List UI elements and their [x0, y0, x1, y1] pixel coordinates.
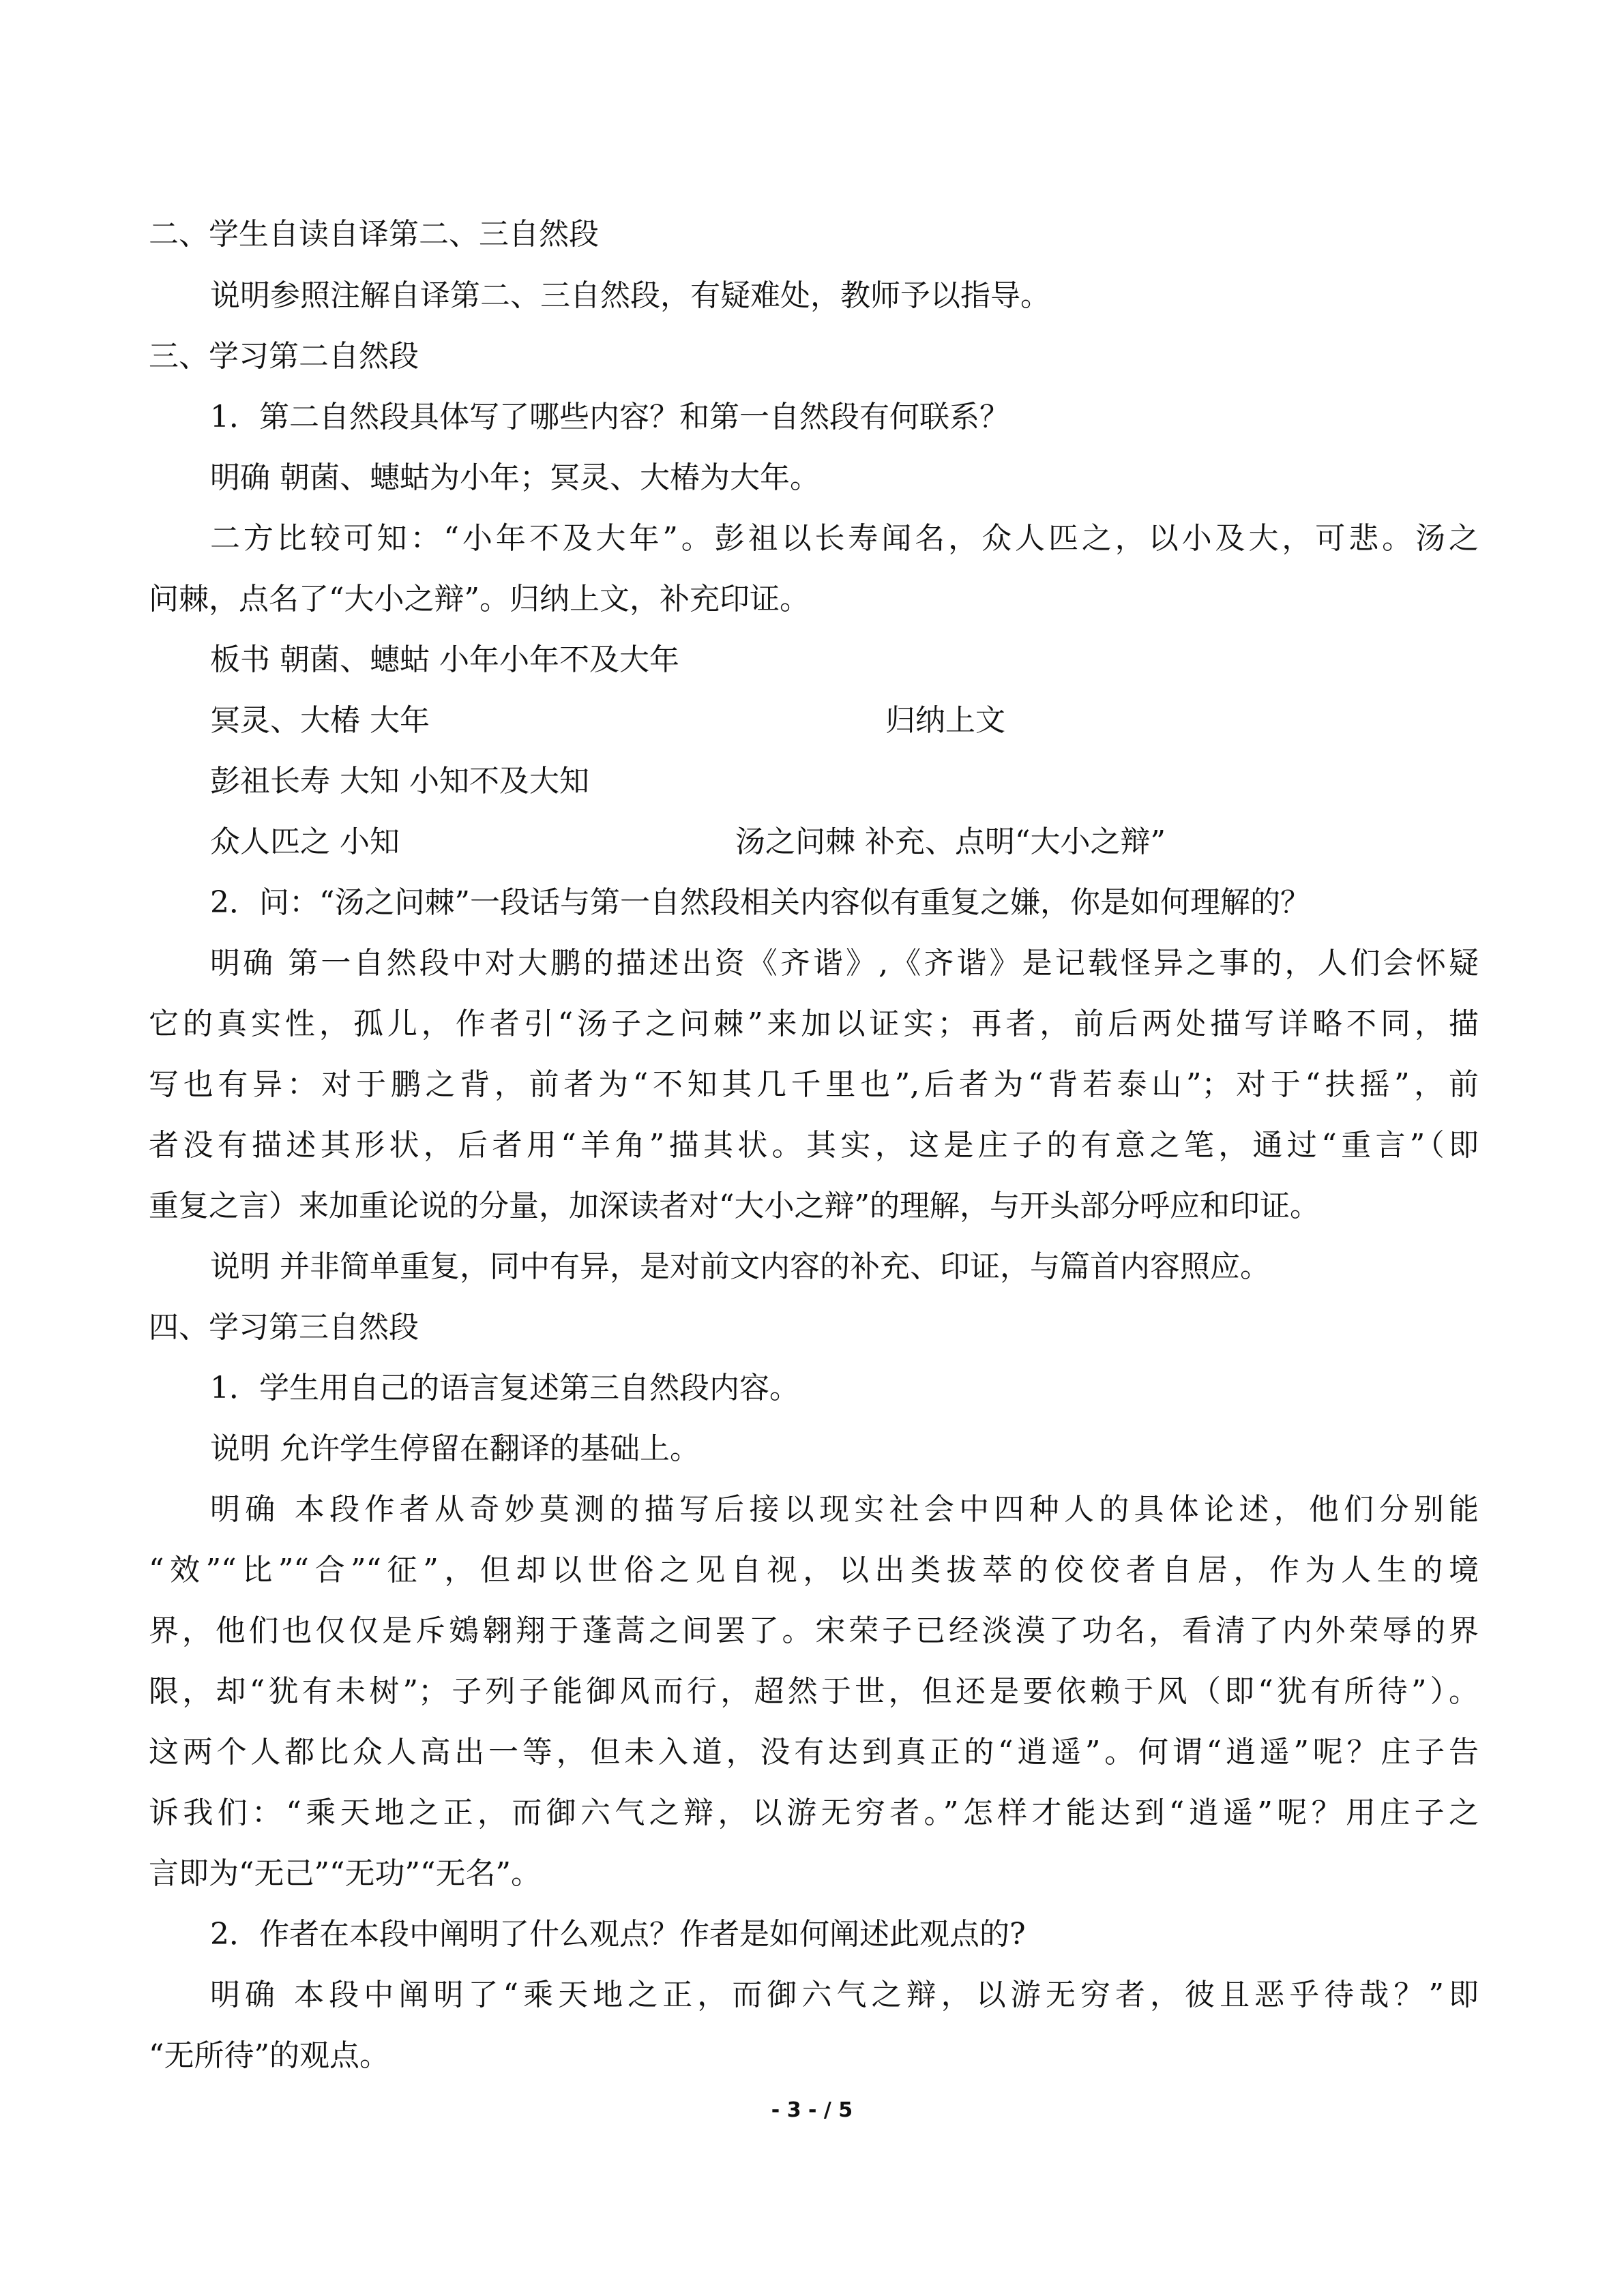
section-3-heading: 三、学习第二自然段: [149, 339, 419, 374]
board-row-2-left: 冥灵、大椿 大年: [210, 703, 430, 738]
section-4-answer-2-line-1: 明确 本段中阐明了“乘天地之正，而御六气之辩，以游无穷者，彼且恶乎待哉？”即: [210, 1978, 1479, 2012]
section-4-answer-1-line-5: 这两个人都比众人高出一等，但未入道，没有达到真正的“逍遥”。何谓“逍遥”呢？庄子告: [149, 1735, 1479, 1770]
section-4-answer-2-line-2: “无所待”的观点。: [149, 2038, 389, 2073]
section-4-answer-1-line-7: 言即为“无己”“无功”“无名”。: [149, 1856, 541, 1891]
section-3-answer-2-line-1: 明确 第一自然段中对大鹏的描述出资《齐谐》,《齐谐》是记载怪异之事的，人们会怀疑: [210, 946, 1479, 981]
board-row-2-right: 归纳上文: [885, 703, 1005, 738]
board-row-1: 板书 朝菌、蟪蛄 小年小年不及大年: [210, 642, 679, 677]
section-4-answer-1-line-2: “效”“比”“合”“征”，但却以世俗之见自视，以出类拔萃的佼佼者自居，作为人生的境: [149, 1553, 1479, 1587]
section-3-answer-2-line-5: 重复之言）来加重论说的分量，加深读者对“大小之辩”的理解，与开头部分呼应和印证。: [149, 1189, 1320, 1223]
board-row-3: 彭祖长寿 大知 小知不及大知: [210, 764, 589, 799]
section-4-note-1: 说明 允许学生停留在翻译的基础上。: [210, 1431, 700, 1466]
board-row-4-left: 众人匹之 小知: [210, 824, 400, 859]
section-3-note-2: 说明 并非简单重复，同中有异，是对前文内容的补充、印证，与篇首内容照应。: [210, 1249, 1270, 1284]
section-2-heading: 二、学生自读自译第二、三自然段: [149, 217, 599, 252]
section-4-answer-1-line-3: 界，他们也仅仅是斥鴳翱翔于蓬蒿之间罢了。宋荣子已经淡漠了功名，看清了内外荣辱的界: [149, 1613, 1479, 1648]
section-4-answer-1-line-4: 限，却“犹有未树”；子列子能御风而行，超然于世，但还是要依赖于风（即“犹有所待”）。: [149, 1674, 1479, 1709]
section-4-answer-1-line-6: 诉我们：“乘天地之正，而御六气之辩，以游无穷者。”怎样才能达到“逍遥”呢？用庄子之: [149, 1795, 1479, 1830]
section-3-answer-2-line-3: 写也有异：对于鹏之背，前者为“不知其几千里也”,后者为“背若泰山”；对于“扶摇”，前: [149, 1067, 1479, 1102]
page-number: - 3 - / 5: [771, 2098, 853, 2122]
section-4-heading: 四、学习第三自然段: [149, 1310, 419, 1345]
section-3-paragraph-line-1: 二方比较可知：“小年不及大年”。彭祖以长寿闻名，众人匹之，以小及大，可悲。汤之: [210, 521, 1479, 556]
section-4-question-2: 2．作者在本段中阐明了什么观点？作者是如何阐述此观点的?: [210, 1917, 1026, 1952]
board-row-4-right: 汤之问棘 补充、点明“大小之辩”: [735, 824, 1166, 859]
section-3-question-1: 1．第二自然段具体写了哪些内容？和第一自然段有何联系？: [210, 400, 1009, 434]
section-3-answer-1: 明确 朝菌、蟪蛄为小年；冥灵、大椿为大年。: [210, 460, 820, 495]
section-2-note: 说明参照注解自译第二、三自然段，有疑难处，教师予以指导。: [210, 278, 1050, 313]
section-4-question-1: 1．学生用自己的语言复述第三自然段内容。: [210, 1371, 799, 1405]
section-3-paragraph-line-2: 问棘，点名了“大小之辩”。归纳上文，补充印证。: [149, 582, 810, 616]
section-3-answer-2-line-2: 它的真实性，孤儿，作者引“汤子之问棘”来加以证实；再者，前后两处描写详略不同，描: [149, 1007, 1479, 1041]
section-3-answer-2-line-4: 者没有描述其形状，后者用“羊角”描其状。其实，这是庄子的有意之笔，通过“重言”（即: [149, 1128, 1479, 1163]
section-4-answer-1-line-1: 明确 本段作者从奇妙莫测的描写后接以现实社会中四种人的具体论述，他们分别能: [210, 1492, 1479, 1527]
section-3-question-2: 2．问：“汤之问棘”一段话与第一自然段相关内容似有重复之嫌，你是如何理解的？: [210, 885, 1310, 920]
